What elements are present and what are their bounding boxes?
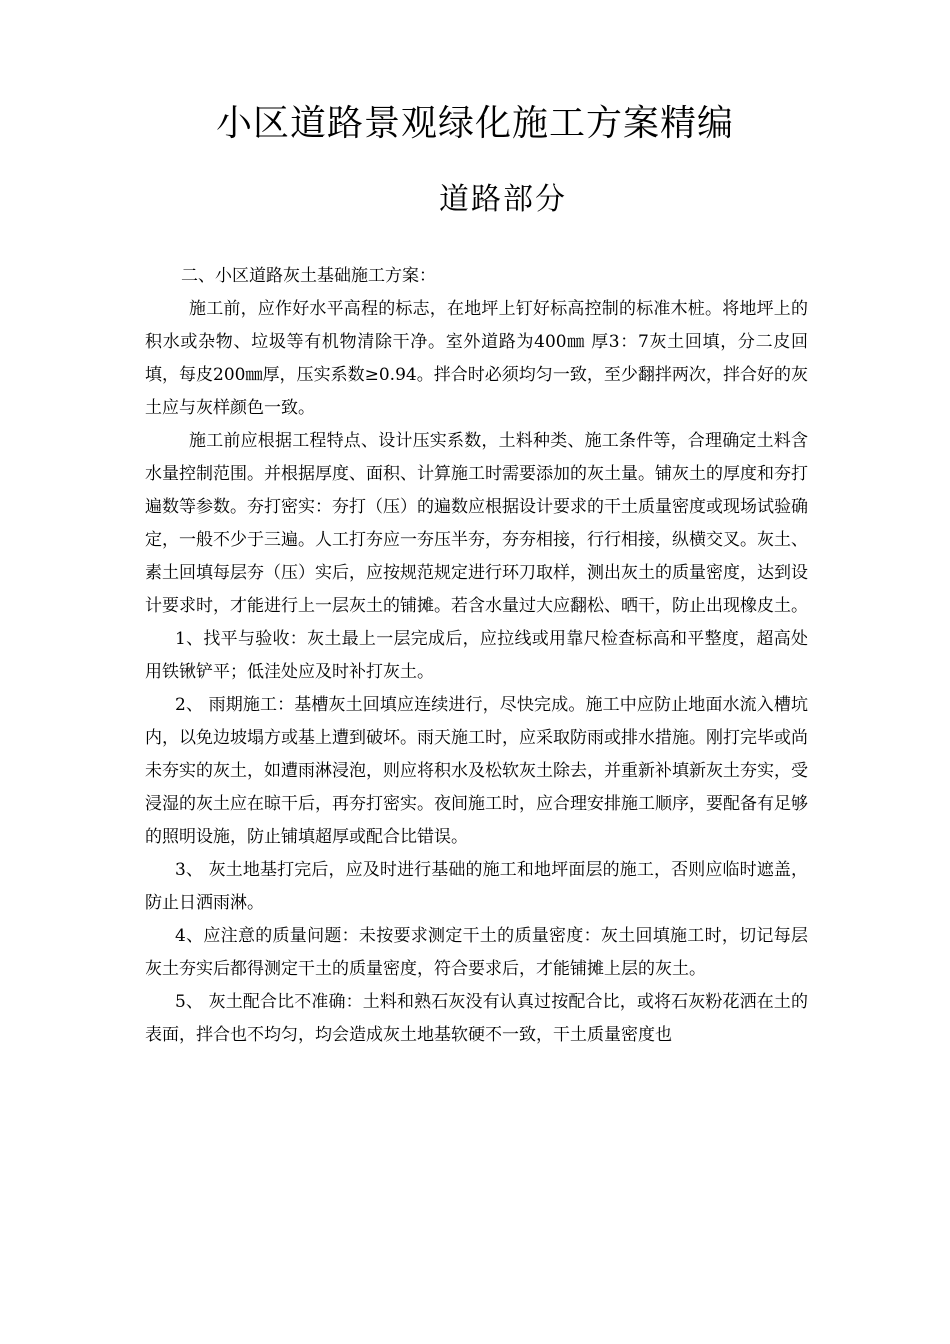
document-body (145, 260, 808, 1052)
paragraph-item-5: 5、 灰土配合比不准确：土料和熟石灰没有认真过按配合比，或将石灰粉花洒在土的表面，拌合也不均匀，均会造成灰土地基软硬不一致，干土质量密度也 (145, 992, 808, 1045)
section-heading: 二、小区道路灰土基础施工方案： (181, 266, 436, 286)
paragraph-item-3: 3、 灰土地基打完后，应及时进行基础的施工和地坪面层的施工，否则应临时遮盖，防止日洒雨淋。 (145, 860, 808, 913)
paragraph-item-1: 1、找平与验收：灰土最上一层完成后，应拉线或用靠尺检查标高和平整度，超高处用铁锹铲平；低洼处应及时补打灰土。 (145, 629, 808, 682)
paragraph-preparation: 施工前，应作好水平高程的标志，在地坪上钉好标高控制的标准木桩。将地坪上的积水或杂物、垃圾等有机物清除干净。室外道路为400㎜ 厚3：7灰土回填，分二皮回填，每皮200㎜厚，压实系数≥0.94。拌合时必须均匀一致，至少翻拌两次，拌合好的灰土应与灰样颜色一致。 (145, 299, 808, 418)
paragraph-item-2: 2、 雨期施工：基槽灰土回填应连续进行，尽快完成。施工中应防止地面水流入槽坑内，以免边坡塌方或基上遭到破坏。雨天施工时，应采取防雨或排水措施。刚打完毕或尚未夯实的灰土，如遭雨淋浸泡，则应将积水及松软灰土除去，并重新补填新灰土夯实，受浸湿的灰土应在晾干后，再夯打密实。夜间施工时，应合理安排施工顺序，要配备有足够的照明设施，防止铺填超厚或配合比错误。 (145, 695, 808, 847)
document-subtitle: 道路部分 (439, 182, 567, 217)
document-title: 小区道路景观绿化施工方案精编 (215, 103, 734, 144)
paragraph-compaction: 施工前应根据工程特点、设计压实系数，土料种类、施工条件等，合理确定土料含水量控制范围。并根据厚度、面积、计算施工时需要添加的灰土量。铺灰土的厚度和夯打遍数等参数。夯打密实：夯打（压）的遍数应根据设计要求的干土质量密度或现场试验确定，一般不少于三遍。人工打夯应一夯压半夯，夯夯相接，行行相接，纵横交叉。灰土、素土回填每层夯（压）实后，应按规范规定进行环刀取样，测出灰土的质量密度，达到设计要求时，才能进行上一层灰土的铺摊。若含水量过大应翻松、晒干，防止出现橡皮土。 (145, 431, 808, 616)
paragraph-item-4: 4、应注意的质量问题：未按要求测定干土的质量密度：灰土回填施工时，切记每层灰土夯实后都得测定干土的质量密度，符合要求后，才能铺摊上层的灰土。 (145, 926, 808, 979)
